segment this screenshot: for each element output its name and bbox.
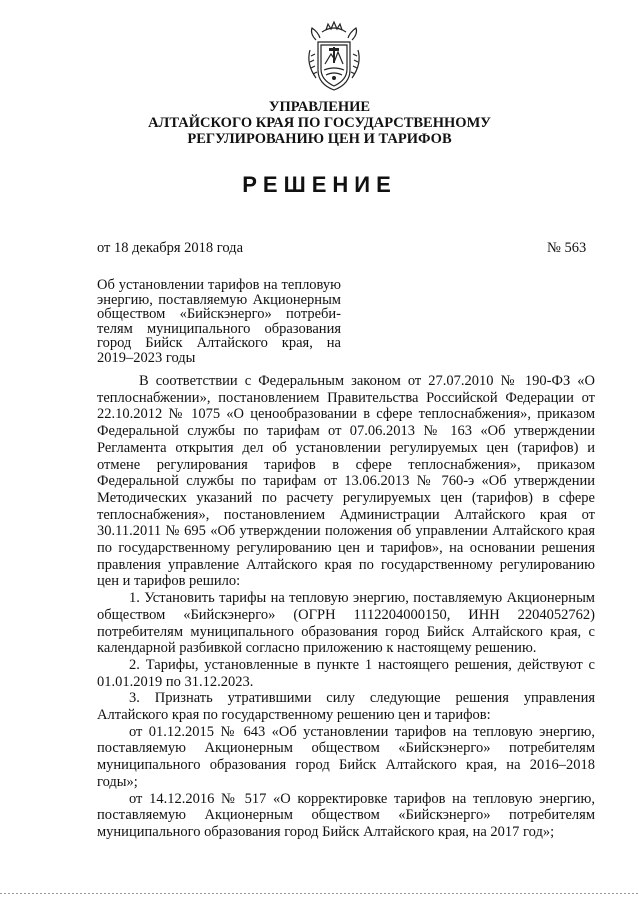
clause-2: 2. Тарифы, установленные в пункте 1 настоящего решения, действуют с 01.01.2019 по 31.12.2023.	[97, 656, 595, 690]
subject-line: энергию, поставляемую Акционерным	[97, 291, 341, 308]
subject-line: телям муниципального образования	[97, 320, 341, 337]
clause-1: 1. Установить тарифы на тепловую энергию, поставляемую Акционерным обществом «Бийскэнерго» (ОГРН 1112204000150, ИНН 2204052762) потребителям муниципального образования город Бийск Алтайского края, с календарной разбивкой согласно приложению к настоящему решению.	[97, 590, 595, 657]
preamble-paragraph: В соответствии с Федеральным законом от 27.07.2010 № 190-ФЗ «О теплоснабжении», постановлением Правительства Российской Федерации от 22.10.2012 № 1075 «О ценообразовании в сфере теплоснабжения», приказом Федеральной службы по тарифам от 07.06.2013 № 163 «Об утверждении Регламента открытия дел об установлении регулируемых цен (тарифов) и отмене регулирования тарифов в сфере теплоснабжения», приказом Федеральной службы по тарифам от 13.06.2013 № 760-э «Об утверждении Методических указаний по расчету регулируемых цен (тарифов) в сфере теплоснабжения», постановлением Администрации Алтайского края от 30.11.2011 № 695 «Об утверждении положения об управлении Алтайского края по государственному регулированию цен и тарифов», на основании решения правления управление Алтайского края по государственному регулированию цен и тарифов решило:	[97, 373, 595, 590]
subject-line: Об установлении тарифов на тепловую	[97, 277, 341, 293]
coat-of-arms-icon	[302, 20, 366, 92]
subject-line: город Бийск Алтайского края, на	[97, 335, 341, 351]
document-subject	[97, 278, 341, 365]
subject-line: 2019–2023 годы	[97, 349, 196, 366]
document-body	[97, 373, 595, 841]
subject-line: обществом «Бийскэнерго» потреби-	[97, 306, 341, 322]
clause-3-item-a: от 01.12.2015 № 643 «Об установлении тарифов на тепловую энергию, поставляемую Акционерным обществом «Бийскэнерго» потребителям муниципального образования город Бийск Алтайского края, на 2016–2018 годы»;	[97, 723, 595, 790]
org-name-line-3: РЕГУЛИРОВАНИЮ ЦЕН И ТАРИФОВ	[187, 131, 452, 147]
document-date: от 18 декабря 2018 года	[97, 240, 243, 256]
org-name-line-2: АЛТАЙСКОГО КРАЯ ПО ГОСУДАРСТВЕННОМУ	[148, 115, 491, 131]
scan-edge-line	[0, 893, 639, 894]
clause-3: 3. Признать утратившими силу следующие решения управления Алтайского края по государственному решению цен и тарифов:	[97, 690, 595, 724]
document-title: РЕШЕНИЕ	[242, 172, 397, 197]
clause-3-item-b: от 14.12.2016 № 517 «О корректировке тарифов на тепловую энергию, поставляемую Акционерным обществом «Бийскэнерго» потребителям муниципального образования город Бийск Алтайского края, на 2017 год»;	[97, 790, 595, 840]
org-name-line-1: УПРАВЛЕНИЕ	[268, 99, 371, 115]
document-number: № 563	[547, 240, 587, 256]
